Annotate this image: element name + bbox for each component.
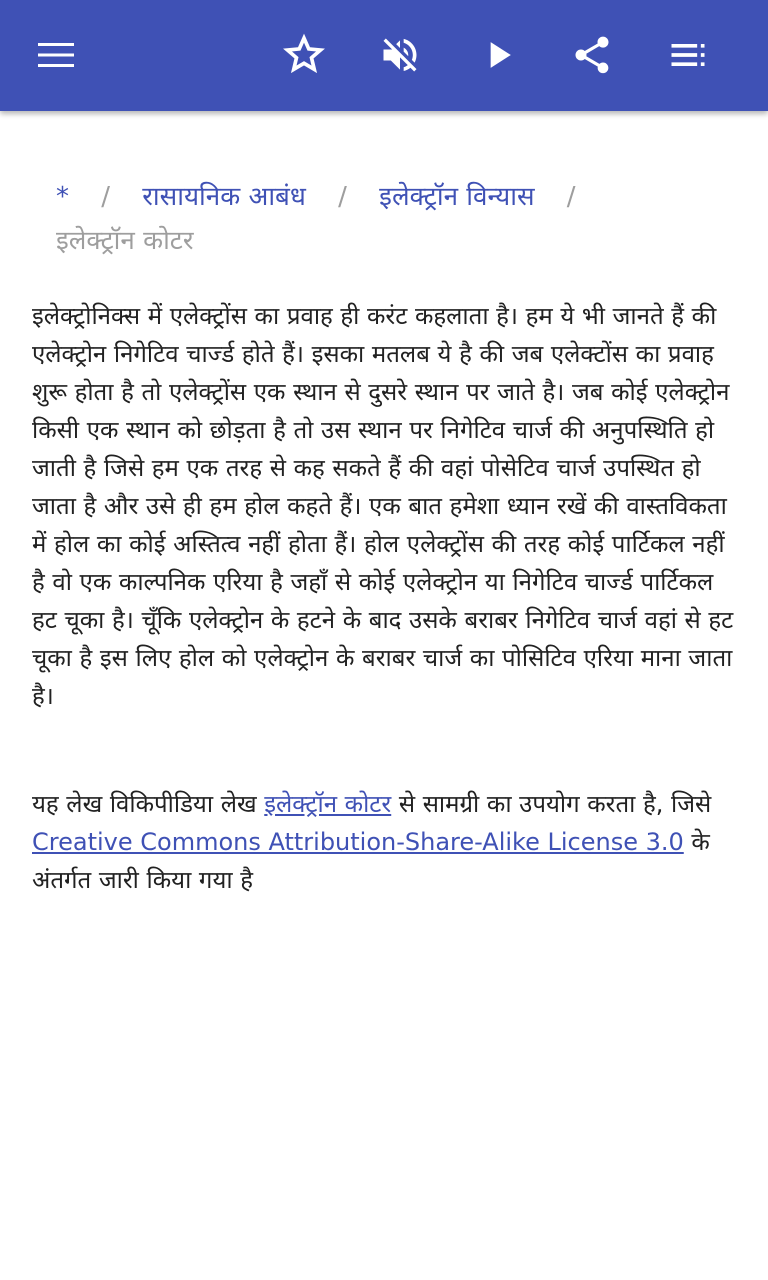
attribution-suffix: के अंतर्गत जारी किया गया है [32, 828, 710, 894]
breadcrumb-separator: / [101, 182, 111, 212]
source-article-link[interactable]: इलेक्ट्रॉन कोटर [264, 790, 392, 818]
license-link[interactable]: Creative Commons Attribution-Share-Alike License 3.0 [32, 828, 684, 856]
article-body: इलेक्ट्रोनिक्स में एलेक्ट्रोंस का प्रवाह ही करंट कहलाता है। हम ये भी जानते हैं की एलेक्ट्रोन निगेटिव चार्ज्ड होते हैं। इसका मतलब ये है की जब एलेक्टोंस का प्रवाह शुरू होता है तो एलेक्ट्रोंस एक स्थान से दुसरे स्थान पर जाते है। जब कोई एलेक्ट्रोन किसी एक स्थान को छोड़ता है तो उस स्थान पर निगेटिव चार्ज की अनुपस्थिति हो जाती है जिसे हम एक तरह से कह सकते हैं की वहां पोसेटिव चार्ज उपस्थित हो जाता है और उसे ही हम होल कहते हैं। एक बात हमेशा ध्यान रखें की वास्तविकता में होल का कोई अस्तित्व नहीं होता हैं। होल एलेक्ट्रोंस की तरह कोई पार्टिकल नहीं है वो एक काल्पनिक एरिया है जहाँ से कोई एलेक्ट्रोन या निगेटिव चार्ज्ड पार्टिकल हट चूका है। चूँकि एलेक्ट्रोन के हटने के बाद उसके बराबर निगेटिव चार्ज वहां से हट चूका है इस लिए होल को एलेक्ट्रोन के बराबर चार्ज का पोसिटिव एरिया माना जाता है। [32, 302, 734, 710]
hamburger-menu-icon[interactable] [20, 19, 92, 91]
breadcrumb-link-level2[interactable]: इलेक्ट्रॉन विन्यास [379, 182, 535, 212]
article-content [0, 111, 768, 1280]
breadcrumb-home-link[interactable]: * [56, 182, 69, 212]
breadcrumb-link-level1[interactable]: रासायनिक आबंध [142, 182, 306, 212]
playlist-icon[interactable] [652, 19, 724, 91]
attribution-prefix: यह लेख विकिपीडिया लेख [32, 790, 257, 818]
breadcrumb-separator: / [338, 182, 347, 212]
app-toolbar [0, 0, 768, 111]
breadcrumb-current: इलेक्ट्रॉन कोटर [56, 226, 194, 256]
play-icon[interactable] [462, 19, 534, 91]
attribution-text [32, 785, 736, 899]
share-icon[interactable] [556, 19, 628, 91]
breadcrumb-separator: / [566, 182, 576, 212]
star-outline-icon[interactable] [268, 19, 340, 91]
volume-off-icon[interactable] [364, 19, 436, 91]
breadcrumb [56, 175, 736, 263]
attribution-middle: से सामग्री का उपयोग करता है, जिसे [398, 790, 712, 818]
